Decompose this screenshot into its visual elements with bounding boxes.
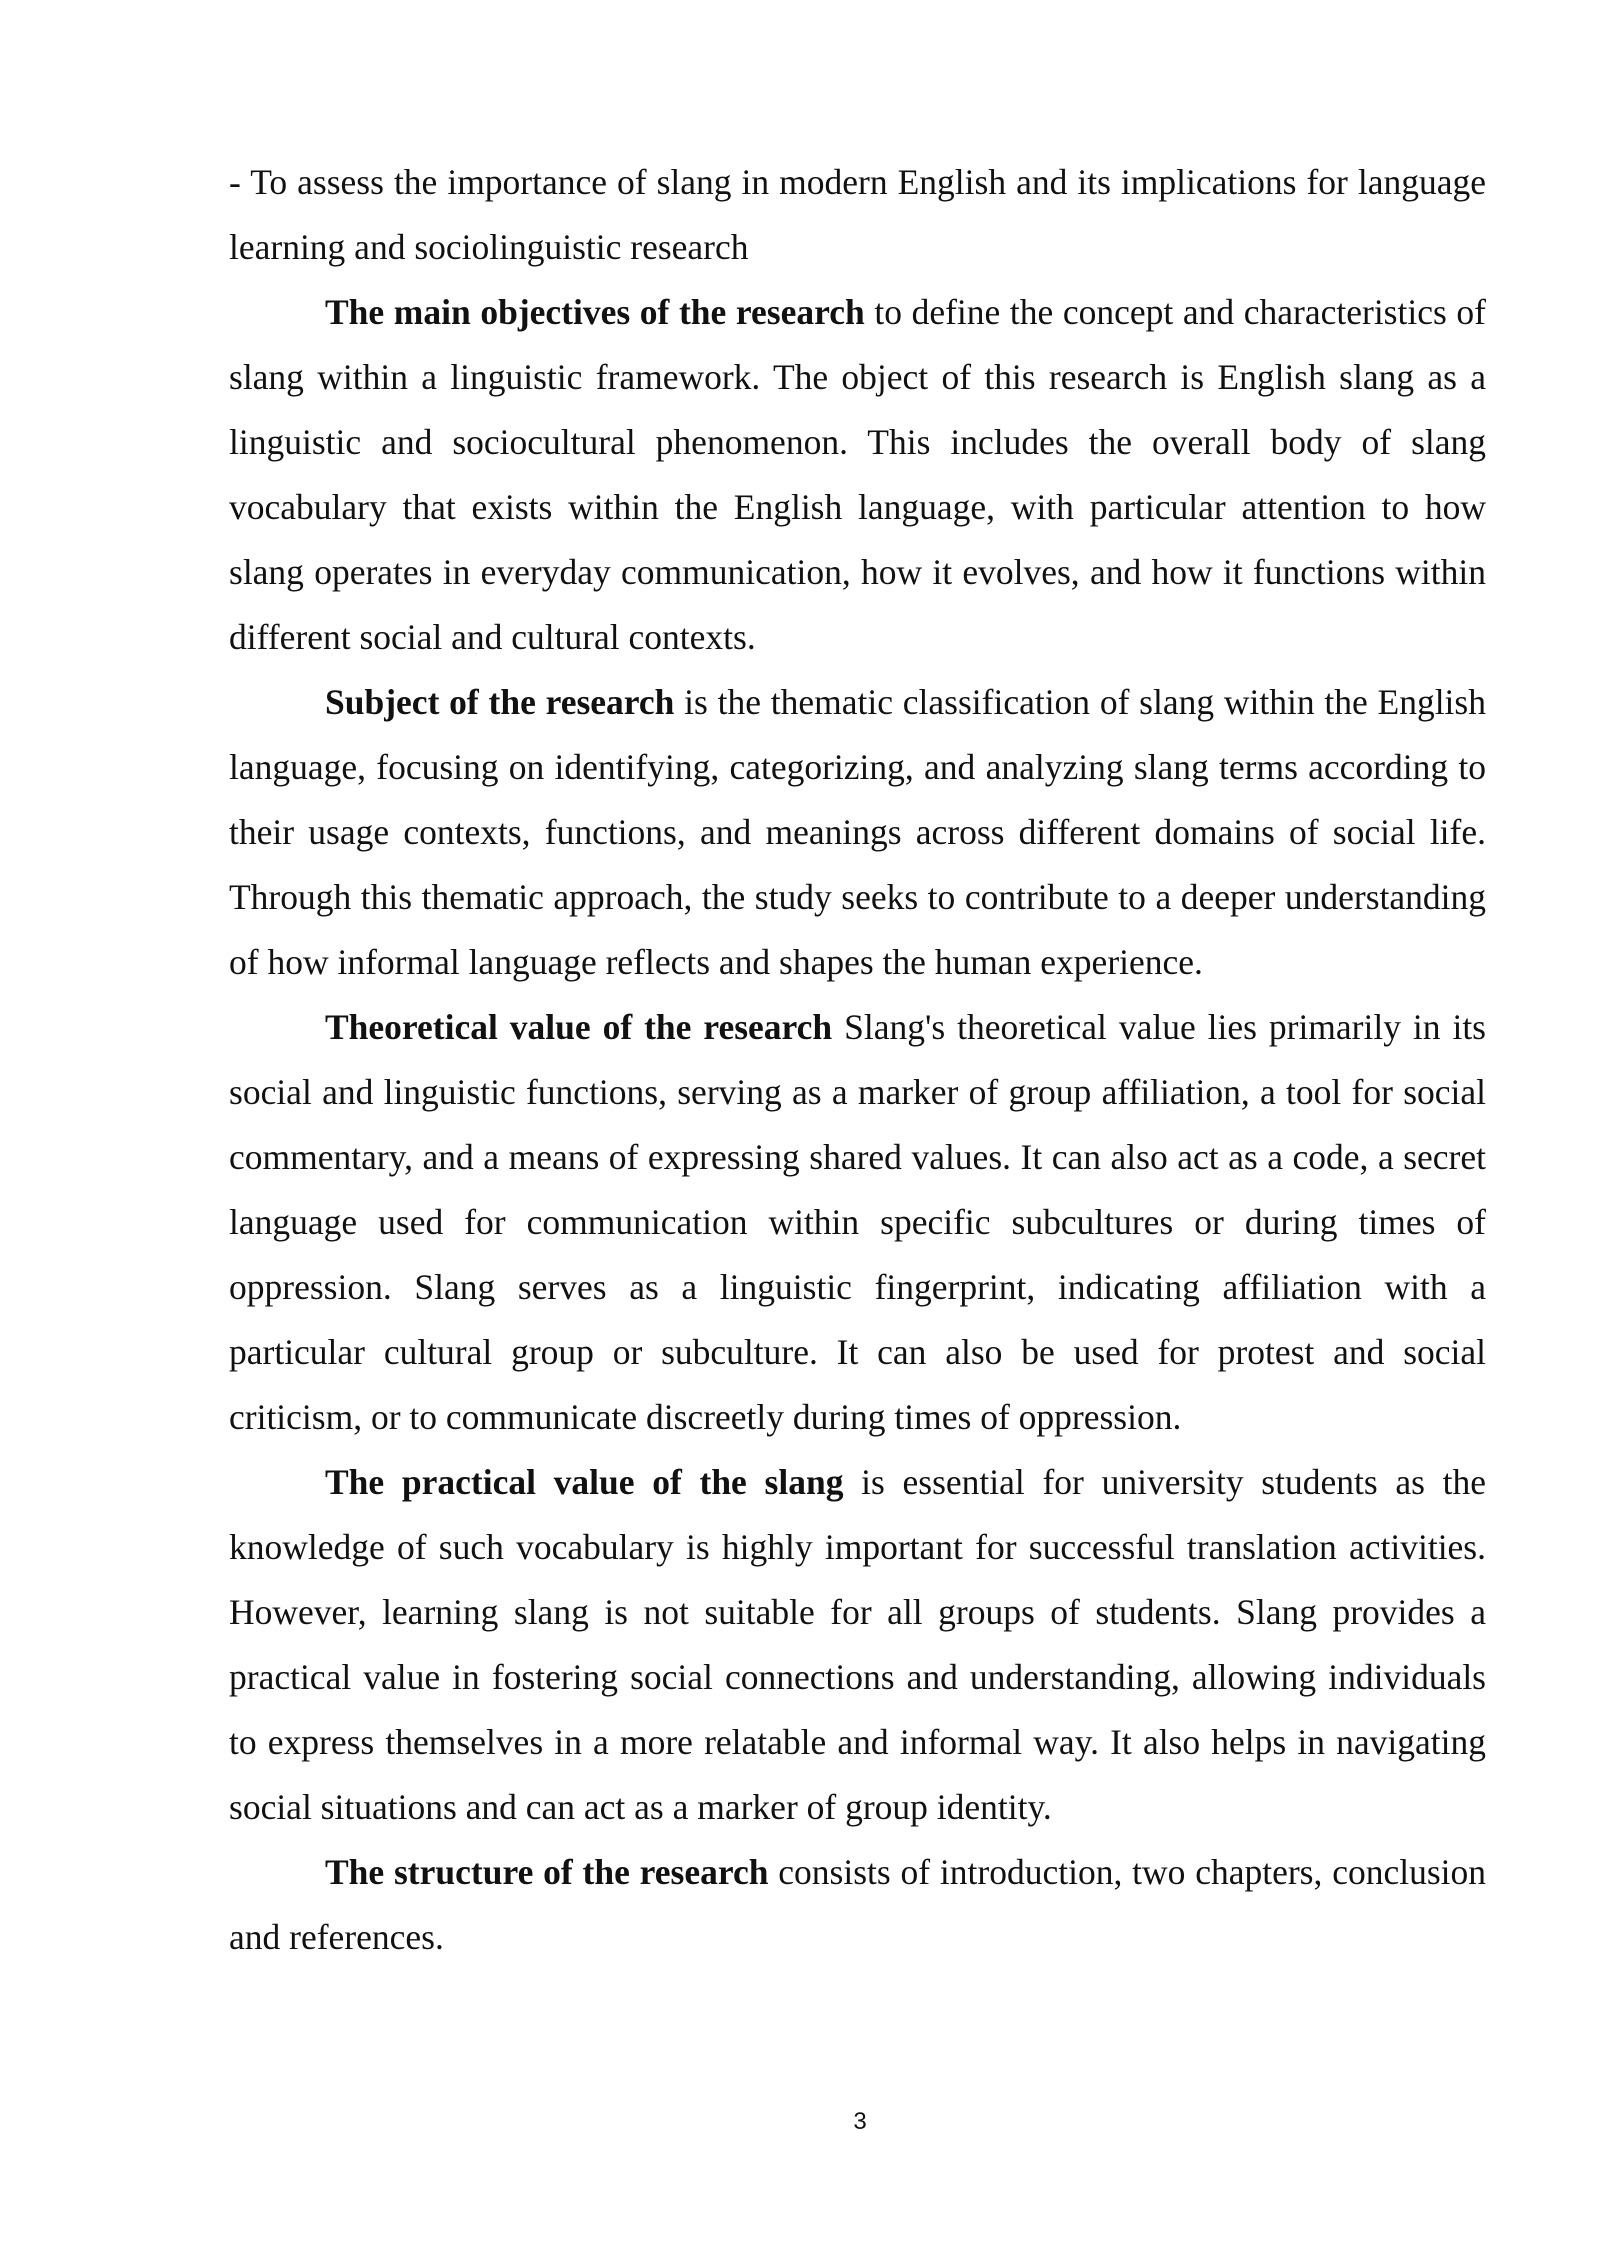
paragraph-text: to define the concept and characteristics of slang within a linguistic framework. The object of this research is English slang as a linguistic and sociocultural phenomenon. This includes the overall body of slang vocabulary that exists within the English language, with particular attention to how slang operates in everyday communication, how it evolves, and how it functions within different social and cultural contexts. [229, 292, 1486, 657]
paragraph-heading: The main objectives of the research [325, 292, 865, 332]
paragraph-structure [229, 1840, 1486, 1970]
paragraph-heading: Theoretical value of the research [325, 1007, 833, 1047]
paragraph-assess [229, 150, 1486, 280]
paragraph-heading: The structure of the research [325, 1852, 769, 1892]
paragraph-text: is essential for university students as the knowledge of such vocabulary is highly important for successful translation activities. However, learning slang is not suitable for all groups of students. Slang provides a practical value in fostering social connections and understanding, allowing individuals to express themselves in a more relatable and informal way. It also helps in navigating social situations and can act as a marker of group identity. [229, 1462, 1486, 1827]
paragraph-heading: The practical value of the slang [325, 1462, 844, 1502]
page-number: 3 [853, 2108, 867, 2135]
paragraph-text: Slang's theoretical value lies primarily in its social and linguistic functions, serving as a marker of group affiliation, a tool for social commentary, and a means of expressing shared values. It can also act as a code, a secret language used for communication within specific subcultures or during times of oppression. Slang serves as a linguistic fingerprint, indicating affiliation with a particular cultural group or subculture. It can also be used for protest and social criticism, or to communicate discreetly during times of oppression. [229, 1007, 1486, 1437]
paragraph-theoretical-value [229, 995, 1486, 1450]
paragraph-text: is the thematic classification of slang within the English language, focusing on identifying, categorizing, and analyzing slang terms according to their usage contexts, functions, and meanings across different domains of social life. Through this thematic approach, the study seeks to contribute to a deeper understanding of how informal language reflects and shapes the human experience. [229, 682, 1486, 982]
paragraph-text: consists of introduction, two chapters, conclusion and references. [229, 1852, 1486, 1957]
paragraph-subject [229, 670, 1486, 995]
paragraph-main-objectives [229, 280, 1486, 670]
paragraph-heading: Subject of the research [325, 682, 675, 722]
paragraph-text: - To assess the importance of slang in modern English and its implications for language learning and sociolinguistic research [229, 162, 1486, 267]
paragraph-practical-value [229, 1450, 1486, 1840]
body-text [229, 150, 1486, 1970]
